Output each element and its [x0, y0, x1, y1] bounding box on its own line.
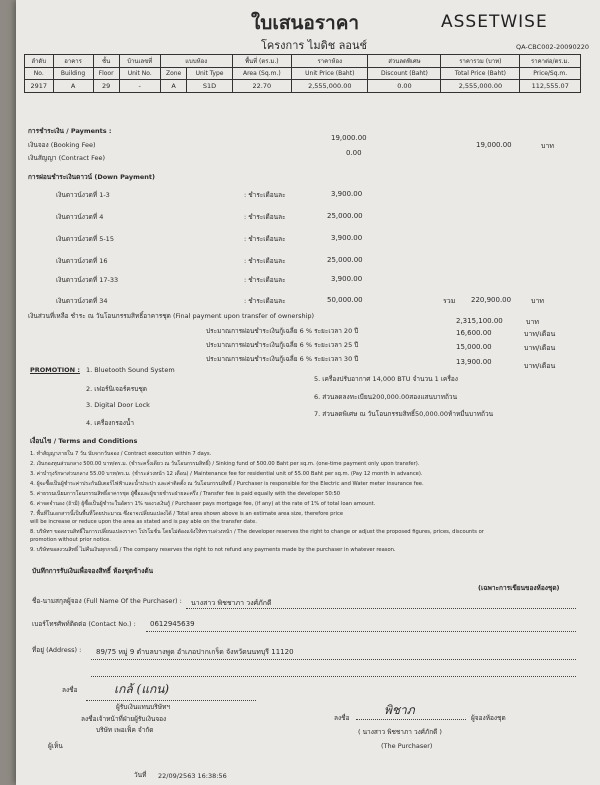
installment-label: เงินดาวน์งวดที่ 4: [56, 213, 104, 221]
installment-amount: 50,000.00: [327, 296, 363, 304]
table-header-cell: ลำดับ: [25, 55, 54, 68]
table-header-cell: Price/Sq.m.: [520, 68, 581, 80]
contract-fee-label: เงินสัญญา (Contract Fee): [28, 154, 106, 162]
down-payment-heading: การผ่อนชำระเงินดาวน์ (Down Payment): [28, 173, 155, 181]
installment-label: เงินดาวน์งวดที่ 16: [56, 257, 108, 265]
terms-line: 2. เงินกองทุนส่วนกลาง 500.00 บาท/ตร.ม. (ชำระครั้งเดียว ณ วันโอนกรรมสิทธิ์) / Sinking fund of 500.00 Baht per sq.m. (one-time payment only upon transfer).: [30, 461, 420, 467]
promotion-item: 1. Bluetooth Sound System: [86, 366, 175, 374]
table-header-english: [25, 68, 581, 80]
installment-label: เงินดาวน์งวดที่ 34: [56, 297, 108, 305]
payments-unit: บาท: [541, 142, 554, 150]
contract-fee-amount: 0.00: [346, 149, 362, 157]
table-header-cell: ส่วนลดพิเศษ: [368, 55, 441, 68]
receiver-note: ลงชื่อเจ้าหน้าที่ฝ่ายผู้รับเงินจอง: [81, 715, 167, 723]
table-header-cell: Building: [53, 68, 93, 80]
final-payment-amount: 2,315,100.00: [456, 317, 503, 325]
table-header-cell: Unit No.: [119, 68, 160, 80]
terms-line: 3. ค่าบำรุงรักษาส่วนกลาง 55.00 บาท/ตร.ม. (ชำระล่วงหน้า 12 เดือน) / Maintenance fee for residential unit of 55.00 Baht per sq.m. (Pay 12 month in advance).: [30, 471, 423, 477]
receiver-company: บริษัท เพอเฟ็ค จำกัด: [96, 726, 154, 734]
loan-estimate-amount: 15,000.00: [456, 343, 492, 351]
table-header-cell: บ้านเลขที่: [119, 55, 160, 68]
down-payment-total: 220,900.00: [471, 296, 512, 304]
document-title: ใบเสนอราคา: [251, 12, 360, 34]
terms-line: 1. ทำสัญญาภายใน 7 วัน นับจากวันจอง / Contract execution within 7 days.: [30, 451, 212, 457]
receiver-sign-underline: [86, 700, 256, 701]
loan-estimate-unit: บาท/เดือน: [524, 330, 556, 338]
table-header-cell: Discount (Baht): [368, 68, 441, 80]
installment-amount: 25,000.00: [327, 256, 363, 264]
loan-estimate-text: ประมาณการผ่อนชำระเงินกู้เฉลี่ย 6 % ระยะเวลา 20 ปี: [206, 327, 359, 335]
booking-fee-amount: 19,000.00: [331, 134, 367, 142]
terms-line: 5. ค่าธรรมเนียมการโอนกรรมสิทธิ์อาคารชุด ผู้ซื้อและผู้ขายชำระฝ่ายละครึ่ง / Transfer fee is paid equally with the developer 50:50: [30, 491, 341, 497]
table-header-cell: อาคาร: [53, 55, 93, 68]
terms-line: promotion without prior notice.: [30, 537, 111, 543]
witness-label: ผู้เห็น: [48, 742, 63, 750]
installment-monthly: : ชำระเดือนละ: [244, 213, 286, 221]
table-header-cell: ราคาห้อง: [292, 55, 368, 68]
table-cell: A: [160, 80, 187, 93]
table-cell: 112,555.07: [520, 80, 581, 93]
loan-estimate-text: ประมาณการผ่อนชำระเงินกู้เฉลี่ย 6 % ระยะเวลา 30 ปี: [206, 355, 359, 363]
installment-monthly: : ชำระเดือนละ: [244, 297, 286, 305]
terms-line: 6. ค่าจดจำนอง (ถ้ามี) ผู้ซื้อเป็นผู้ชำระในอัตรา 1% ของวงเงินกู้ / Purchaser pays mortgage fee, (if any) at the rate of 1% of total loan amount.: [30, 501, 376, 507]
table-cell: 2917: [25, 80, 54, 93]
table-header-cell: Unit Type: [187, 68, 232, 80]
booking-record-heading: บันทึกการรับเงินเพื่อจองสิทธิ์ ห้องชุดข้างต้น: [32, 567, 154, 575]
table-header-cell: Floor: [93, 68, 119, 80]
loan-estimate-amount: 13,900.00: [456, 358, 492, 366]
table-header-cell: Area (Sq.m.): [232, 68, 291, 80]
table-cell: 29: [93, 80, 119, 93]
table-header-cell: No.: [25, 68, 54, 80]
installment-monthly: : ชำระเดือนละ: [244, 257, 286, 265]
receiver-sign-label: ลงชื่อ: [62, 686, 78, 694]
promotion-heading: PROMOTION :: [30, 366, 80, 374]
assetwise-logo: ASSETWISE: [441, 12, 548, 32]
installment-amount: 25,000.00: [327, 212, 363, 220]
contact-underline: [146, 631, 576, 632]
address-label: ที่อยู่ (Address) :: [32, 646, 82, 654]
purchaser-printed-name: ( นางสาว พิชชาภา วงศ์ภักดี ): [358, 728, 442, 736]
table-cell: A: [53, 80, 93, 93]
installment-label: เงินดาวน์งวดที่ 5-15: [56, 235, 114, 243]
promotion-item: 2. เฟอร์นิเจอร์ครบชุด: [86, 385, 147, 393]
promotion-item: 5. เครื่องปรับอากาศ 14,000 BTU จำนวน 1 เครื่อง: [314, 375, 458, 383]
table-cell: -: [119, 80, 160, 93]
terms-line: 8. บริษัทฯ ขอสงวนสิทธิ์ในการเปลี่ยนแปลงราคา โปรโมชั่น โดยไม่ต้องแจ้งให้ทราบล่วงหน้า / The developer reserves the right to change or adjust the proposed figures, prices, discounts or: [30, 529, 484, 535]
quotation-paper: [16, 0, 600, 785]
loan-estimate-text: ประมาณการผ่อนชำระเงินกู้เฉลี่ย 6 % ระยะเวลา 25 ปี: [206, 341, 359, 349]
installment-amount: 3,900.00: [331, 234, 363, 242]
office-use-note: (เฉพาะการเขียนของห้องชุด): [478, 584, 560, 592]
table-header-cell: ราคารวม (บาท): [441, 55, 520, 68]
loan-estimate-unit: บาท/เดือน: [524, 344, 556, 352]
table-header-cell: Unit Price (Baht): [292, 68, 368, 80]
promotion-item: 3. Digital Door Lock: [86, 401, 150, 409]
table-header-cell: Total Price (Baht): [441, 68, 520, 80]
receiver-signature: เกล้ (แกน): [114, 682, 170, 696]
address-underline: [91, 659, 576, 660]
purchaser-name-label: ชื่อ-นามสกุลผู้จอง (Full Name Of the Purchaser) :: [32, 597, 182, 605]
purchaser-sign-underline: [356, 719, 466, 720]
installment-monthly: : ชำระเดือนละ: [244, 191, 286, 199]
date-label: วันที่: [134, 771, 147, 779]
terms-line: 4. ผู้จะซื้อเป็นผู้ชำระค่าประกันมิเตอร์ไฟฟ้าและน้ำประปา และค่าติดตั้ง ณ วันโอนกรรมสิทธิ์ / Purchaser is responsible for the Electric and Water meter insurance fee.: [30, 481, 424, 487]
table-header-cell: Zone: [160, 68, 187, 80]
table-cell: S1D: [187, 80, 232, 93]
address-underline-2: [91, 676, 576, 677]
final-payment-label: เงินส่วนที่เหลือ ชำระ ณ วันโอนกรรมสิทธิ์อาคารชุด (Final payment upon transfer of ownership): [28, 312, 315, 320]
promotion-item: 4. เครื่องกรองน้ำ: [86, 419, 135, 427]
table-header-thai: [25, 55, 581, 68]
contact-label: เบอร์โทรศัพท์ติดต่อ (Contact No.) :: [32, 620, 136, 628]
purchaser-role: ผู้จองห้องชุด: [471, 714, 506, 722]
table-cell: 2,555,000.00: [292, 80, 368, 93]
promotion-item: 7. ส่วนลดพิเศษ ณ วันโอนกรรมสิทธิ์50,000.00ห้าหมื่นบาทถ้วน: [314, 410, 494, 418]
installment-label: เงินดาวน์งวดที่ 1-3: [56, 191, 110, 199]
terms-line: will be increase or reduce upon the area as stated and is pay able on the transfer date.: [30, 519, 257, 525]
booking-fee-label: เงินจอง (Booking Fee): [28, 141, 96, 149]
payments-total: 19,000.00: [476, 141, 512, 149]
terms-line: 7. พื้นที่ในเอกสารนี้เป็นพื้นที่โดยประมาณ ซึ่งอาจเปลี่ยนแปลงได้ / Total area shown above is an estimate area size, therefore price: [30, 511, 344, 517]
table-cell: 2,555,000.00: [441, 80, 520, 93]
promotion-item: 6. ส่วนลดลงทะเบียน200,000.00สองแสนบาทถ้วน: [314, 393, 458, 401]
final-payment-unit: บาท: [526, 318, 539, 326]
installment-label: เงินดาวน์งวดที่ 17-33: [56, 276, 119, 284]
purchaser-name-value: นางสาว พิชชาภา วงศ์ภักดี: [191, 599, 272, 607]
loan-estimate-amount: 16,600.00: [456, 329, 492, 337]
terms-heading: เงื่อนไข / Terms and Conditions: [30, 437, 138, 445]
installment-monthly: : ชำระเดือนละ: [244, 276, 286, 284]
purchaser-signature: พิชาภ: [384, 703, 415, 717]
table-header-cell: ชั้น: [93, 55, 119, 68]
receiver-role: ผู้รับเงินแทนบริษัทฯ: [116, 703, 171, 711]
contact-value: 0612945639: [150, 620, 195, 628]
date-value: 22/09/2563 16:38:56: [158, 772, 227, 780]
loan-estimate-unit: บาท/เดือน: [524, 362, 556, 370]
table-row: [25, 80, 581, 93]
unit-price-table: [24, 54, 581, 93]
document-number: QA-CBC002-20090220: [516, 43, 590, 51]
project-name: โครงการ ไมดิช ลอนช์: [261, 39, 368, 52]
installment-amount: 3,900.00: [331, 190, 363, 198]
down-payment-unit: บาท: [531, 297, 544, 305]
table-header-cell: ราคาต่อ/ตร.ม.: [520, 55, 581, 68]
down-payment-total-label: รวม: [443, 297, 456, 305]
installment-monthly: : ชำระเดือนละ: [244, 235, 286, 243]
table-header-cell: พื้นที่ (ตร.ม.): [232, 55, 291, 68]
installment-amount: 3,900.00: [331, 275, 363, 283]
purchaser-sign-label: ลงชื่อ: [334, 714, 350, 722]
address-value: 89/75 หมู่ 9 ตำบลบางพูด อำเภอปากเกร็ด จังหวัดนนทบุรี 11120: [96, 648, 294, 656]
table-cell: 22.70: [232, 80, 291, 93]
payments-heading: การชำระเงิน / Payments :: [28, 127, 112, 135]
terms-line: 9. บริษัทขอสงวนสิทธิ์ ไม่คืนเงินทุกกรณี / The company reserves the right to not refund any payments made by the purchaser in whatever reason.: [30, 547, 396, 553]
purchaser-role-en: (The Purchaser): [381, 742, 433, 750]
table-cell: 0.00: [368, 80, 441, 93]
table-header-cell: แบบห้อง: [160, 55, 232, 68]
